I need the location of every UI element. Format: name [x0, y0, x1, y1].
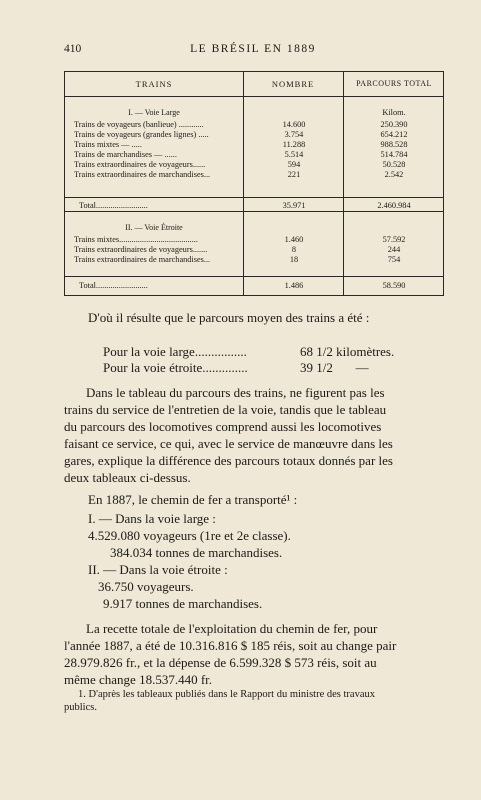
paragraph-recette — [64, 620, 442, 688]
paragraph-line: faisant ce service, ce qui, avec le service de manœuvre dans les — [64, 436, 393, 451]
table-cell-nombre: 3.754 — [284, 130, 304, 139]
table-cell-nombre: 14.600 — [282, 120, 306, 129]
paragraph-line: du parcours des locomotives comprend aussi les locomotives — [64, 419, 382, 434]
voie-large-voyageurs: 4.529.080 voyageurs (1re et 2e classe). — [88, 528, 291, 543]
paragraph-line: trains du service de l'entretien de la voie, tandis que le tableau — [64, 402, 387, 417]
table-row-label: Trains extraordinaires de marchandises... — [74, 255, 211, 264]
total-nombre: 1.486 — [284, 281, 304, 290]
section-voie-large-title: I. — Voie Large — [128, 108, 180, 117]
paragraph-line: même change 18.537.440 fr. — [64, 672, 213, 687]
transport-intro: En 1887, le chemin de fer a transporté¹ : — [88, 492, 298, 507]
table-cell-parcours: 57.592 — [382, 235, 406, 244]
voie-etroite-value: 39 1/2 — — [300, 360, 369, 375]
table-cell-parcours: 244 — [387, 245, 401, 254]
total-parcours: 2.460.984 — [377, 201, 411, 210]
total-parcours: 58.590 — [382, 281, 406, 290]
paragraph-line: l'année 1887, a été de 10.316.816 $ 185 réis, soit au change pair — [64, 638, 397, 653]
table-cell-parcours: 754 — [387, 255, 401, 264]
section-voie-etroite-title: II. — Voie Étroite — [125, 223, 183, 232]
trains-table — [64, 71, 444, 296]
voie-large-value: 68 1/2 kilomètres. — [300, 344, 395, 359]
table-cell-parcours: 988.528 — [380, 140, 408, 149]
intro-line: D'où il résulte que le parcours moyen des trains a été : — [88, 310, 370, 325]
total-label: Total......................... — [79, 201, 148, 210]
table-cell-nombre: 8 — [291, 245, 297, 254]
table-row-label: Trains mixtes — ..... — [74, 140, 142, 149]
table-cell-nombre: 18 — [289, 255, 299, 264]
col-header-nombre: NOMBRE — [271, 79, 315, 89]
table-row-label: Trains extraordinaires de voyageurs....... — [74, 245, 208, 254]
table-row-label: Trains de voyageurs (grandes lignes) ..... — [74, 130, 209, 139]
table-row-label: Trains mixtes...................................... — [74, 235, 198, 244]
running-header — [64, 43, 442, 59]
voie-large-marchandises: 384.034 tonnes de marchandises. — [110, 545, 283, 560]
paragraph-parcours — [64, 384, 442, 486]
footnote — [64, 688, 442, 714]
col-header-trains: TRAINS — [135, 79, 173, 89]
page-number: 410 — [64, 43, 82, 55]
table-cell-nombre: 11.288 — [282, 140, 306, 149]
table-row-label: Trains extraordinaires de voyageurs...... — [74, 160, 206, 169]
table-row-label: Trains de marchandises — ...... — [74, 150, 177, 159]
voie-etroite-heading: II. — Dans la voie étroite : — [88, 562, 228, 577]
paragraph-line: deux tableaux ci-dessus. — [64, 470, 191, 485]
table-cell-parcours: 50.528 — [382, 160, 406, 169]
voie-large-label: Pour la voie large................ — [103, 344, 247, 359]
table-cell-parcours: 2.542 — [384, 170, 404, 179]
running-title: LE BRÉSIL EN 1889 — [190, 43, 316, 55]
table-cell-nombre: 1.460 — [284, 235, 304, 244]
table-row-label: Trains de voyageurs (banlieue) ............ — [74, 120, 204, 129]
footnote-line: publics. — [64, 702, 97, 713]
voie-large-heading: I. — Dans la voie large : — [88, 511, 216, 526]
total-label: Total......................... — [79, 281, 148, 290]
table-row-label: Trains extraordinaires de marchandises... — [74, 170, 211, 179]
table-cell-parcours: 250.390 — [380, 120, 408, 129]
table-cell-nombre: 221 — [287, 170, 301, 179]
col-header-parcours: PARCOURS TOTAL — [356, 79, 432, 88]
total-nombre: 35.971 — [282, 201, 306, 210]
paragraph-line: La recette totale de l'exploitation du chemin de fer, pour — [86, 621, 378, 636]
table-cell-parcours: 654.212 — [380, 130, 408, 139]
voie-etroite-marchandises: 9.917 tonnes de marchandises. — [103, 596, 263, 611]
paragraph-line: gares, explique la différence des parcours totaux donnés par les — [64, 453, 393, 468]
paragraph-line: 28.979.826 fr., et la dépense de 6.599.328 $ 573 réis, soit au — [64, 655, 377, 670]
voie-etroite-voyageurs: 36.750 voyageurs. — [98, 579, 194, 594]
voie-etroite-label: Pour la voie étroite.............. — [103, 360, 248, 375]
unit-label: Kilom. — [382, 108, 406, 117]
table-cell-nombre: 594 — [287, 160, 301, 169]
table-cell-parcours: 514.784 — [380, 150, 408, 159]
paragraph-line: Dans le tableau du parcours des trains, ne figurent pas les — [86, 385, 385, 400]
footnote-line: 1. D'après les tableaux publiés dans le Rapport du ministre des travaux — [78, 689, 375, 700]
table-cell-nombre: 5.514 — [284, 150, 304, 159]
